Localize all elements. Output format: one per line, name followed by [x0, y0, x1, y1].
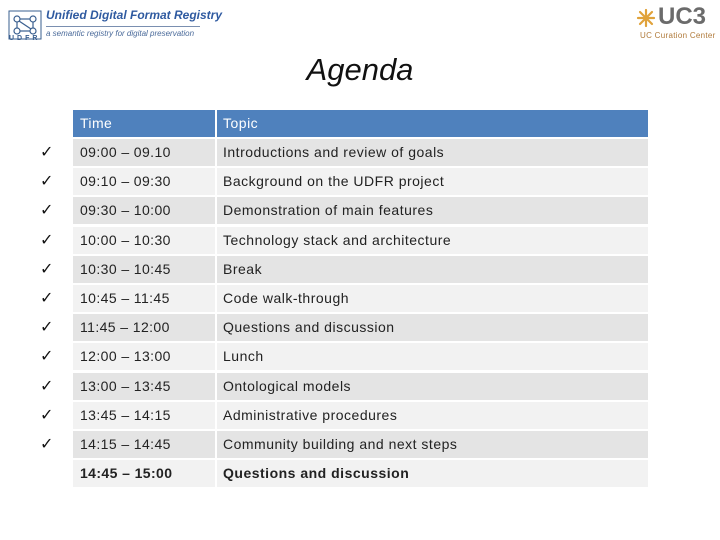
uc3-logo-text: UC3	[658, 3, 707, 30]
topic-cell: Questions and discussion	[217, 314, 648, 341]
uc3-star-icon	[636, 8, 656, 28]
time-cell: 10:00 – 10:30	[73, 227, 215, 254]
time-cell: 10:30 – 10:45	[73, 256, 215, 283]
topic-cell: Background on the UDFR project	[217, 168, 648, 195]
checkmark-icon: ✓	[40, 200, 54, 219]
time-cell: 09:00 – 09.10	[73, 139, 215, 166]
registry-subtitle: a semantic registry for digital preservation	[46, 29, 195, 38]
time-cell: 12:00 – 13:00	[73, 343, 215, 370]
topic-cell: Lunch	[217, 343, 648, 370]
registry-title: Unified Digital Format Registry	[46, 8, 223, 22]
column-header-time: Time	[73, 110, 215, 137]
checkmark-icon: ✓	[40, 171, 54, 190]
checkmark-icon: ✓	[40, 317, 54, 336]
time-cell: 11:45 – 12:00	[73, 314, 215, 341]
topic-cell: Community building and next steps	[217, 431, 648, 458]
time-cell: 14:15 – 14:45	[73, 431, 215, 458]
checkmark-icon: ✓	[40, 376, 54, 395]
topic-cell: Introductions and review of goals	[217, 139, 648, 166]
topic-cell: Code walk-through	[217, 285, 648, 312]
checkmark-icon: ✓	[40, 346, 54, 365]
time-cell: 13:00 – 13:45	[73, 373, 215, 400]
header-divider	[46, 26, 200, 27]
topic-cell: Demonstration of main features	[217, 197, 648, 224]
topic-cell: Questions and discussion	[217, 460, 648, 487]
topic-cell: Administrative procedures	[217, 402, 648, 429]
page-title: Agenda	[306, 52, 414, 87]
topic-cell: Break	[217, 256, 648, 283]
checkmark-icon: ✓	[40, 288, 54, 307]
time-cell: 09:30 – 10:00	[73, 197, 215, 224]
time-cell: 10:45 – 11:45	[73, 285, 215, 312]
checkmark-icon: ✓	[40, 142, 54, 161]
udfr-logo-letters: UDFR	[9, 35, 41, 42]
topic-cell: Ontological models	[217, 373, 648, 400]
time-cell: 13:45 – 14:15	[73, 402, 215, 429]
time-cell: 09:10 – 09:30	[73, 168, 215, 195]
uc3-logo-subtext: UC Curation Center	[640, 31, 716, 40]
checkmark-icon: ✓	[40, 405, 54, 424]
checkmark-icon: ✓	[40, 259, 54, 278]
time-cell: 14:45 – 15:00	[73, 460, 215, 487]
column-header-topic: Topic	[217, 110, 648, 137]
checkmark-icon: ✓	[40, 230, 54, 249]
topic-cell: Technology stack and architecture	[217, 227, 648, 254]
checkmark-icon: ✓	[40, 434, 54, 453]
